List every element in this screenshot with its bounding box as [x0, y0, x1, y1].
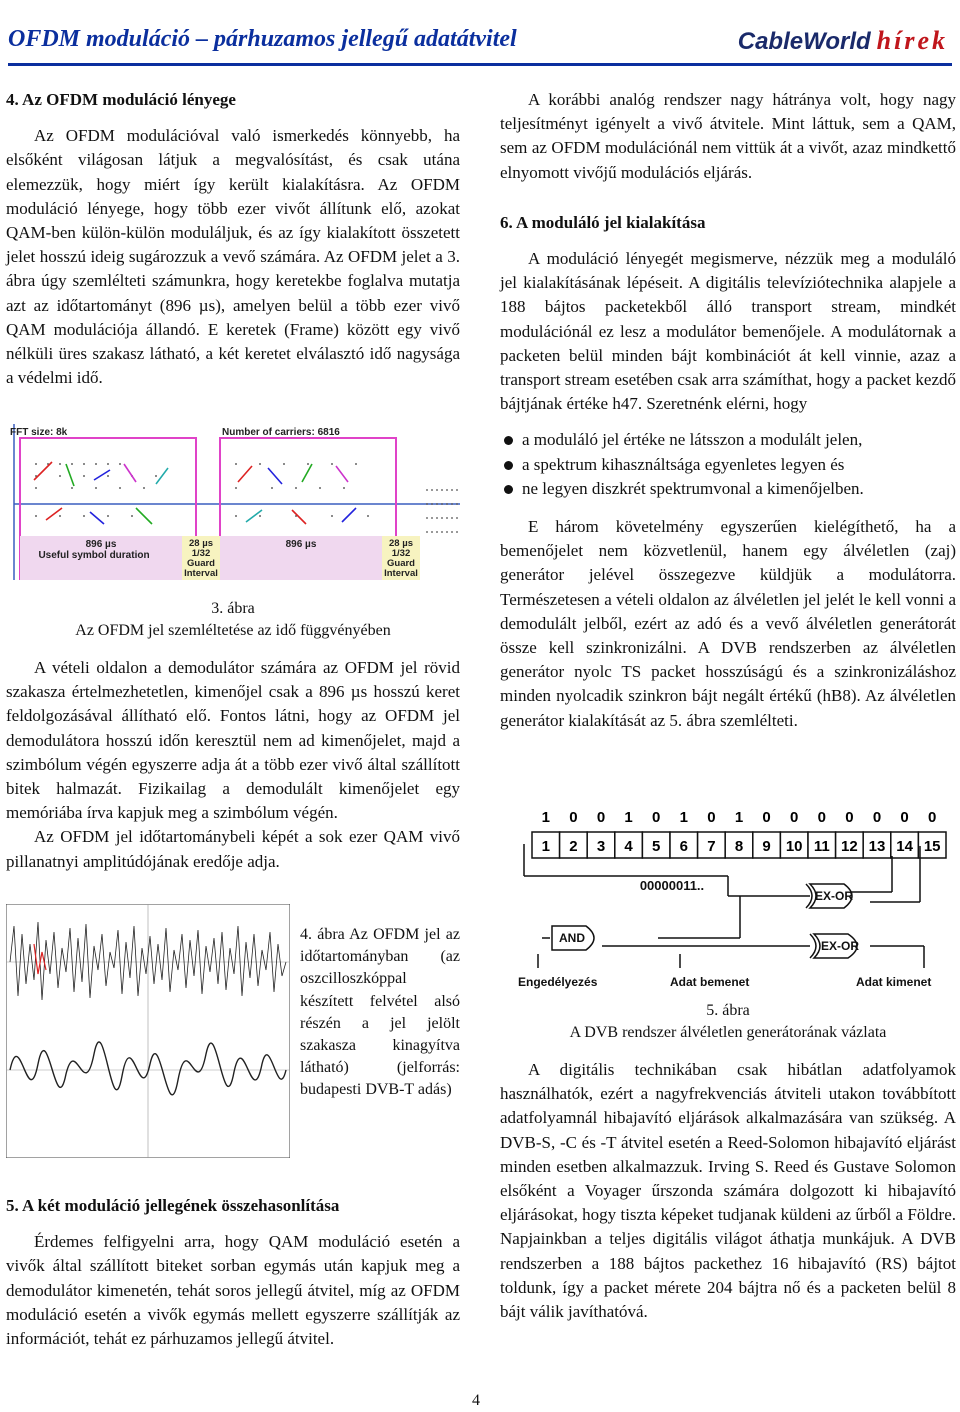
figure-5-caption: [500, 1000, 956, 1044]
left-column-top: [6, 88, 460, 390]
fig3-carriers-label: Number of carriers: 6816: [222, 427, 340, 438]
brand-logo: [738, 26, 948, 56]
section-4-paragraph-1: Az OFDM modulációval való ismerkedés könnyebb, ha elsőként világosan látjuk a megvalósítást, és csak utána elemezzük, hogy miért így került kialakításra. Az OFDM moduláció lényege, hogy több ezer vivőt állítunk elő, azokat QAM-ben külön-külön modulálјuk, és az így kialakított összetett jelet hosszú ideig sugározzuk a vevő számára. Az OFDM jelet a 3. ábra úgy szemlélteti számunkra, hogy keretekbe foglalva mutatja azt az időtartományt (896 µs), amelyen belül a több ezer vivő QAM modulációja állandó. E keretek (Frame) között egy vivő nélküli üres szakasz látható, a két keretet elválasztó idő nagysága a védelmi idő.: [6, 126, 460, 388]
fig5-register-cell-label: 4: [624, 838, 633, 855]
fig5-register-cell-label: 8: [734, 838, 744, 855]
fig5-xor-1-label: EX-OR: [814, 889, 854, 903]
fig5-data-out-label: Adat kimenet: [856, 975, 932, 989]
fig5-register-cell-label: 1: [541, 838, 550, 855]
fig5-sequence: 00000011..: [639, 878, 705, 893]
fig5-init-bit: 1: [734, 809, 744, 826]
fig5-init-bit: 0: [762, 809, 771, 826]
list-item: ne legyen diszkrét spektrumvonal a kimenőjelben.: [500, 477, 956, 501]
fig5-init-bit: 0: [569, 809, 578, 826]
right-column-top: [500, 88, 956, 733]
list-item: a moduláló jel értéke ne látsszon a modulált jelen,: [500, 428, 956, 452]
section-5-paragraph-1: Érdemes felfigyelni arra, hogy QAM moduláció esetén a vivők által szállított biteket sorban egymás után kapjuk meg a demodulátor kimenetén, tehát soros jellegű átvitel, míg az OFDM moduláció esetén a vivők egymás mellett egyszerre szállítják az információt, tehát ez párhuzamos jellegű átvitel.: [6, 1232, 460, 1349]
fig3-guard-label-2a: Guard: [387, 558, 415, 569]
fig5-init-bit: 0: [707, 809, 716, 826]
fig5-register-cell-label: 13: [868, 838, 886, 855]
section-6-paragraph-3: A digitális technikában csak hibátlan adatfolyamok használhatók, ezért a nagyfrekvenciás átviteli utakon továbbított adatfolyamnál hibajavító eljárások alkalmazására van szükség. A DVB-S, -C és -T átvitel esetén a Reed-Solomon hibajavító eljárást minden esetben alkalmazzuk. Irving S. Reed és Gustave Solomon elsőként a Voyager űrszonda számára dolgozott ki hibajavító eljárásokat, hogy tiszta képeket tudjanak küldeni az űrből a Földre. Napjainkban a teljes digitális világot áthatja munkájuk. A DVB rendszerben a 188 bájtos packethez 16 hibajavító (RS) bájtot toldunk, így a packet mérete 204 bájtra nő és a packeten belül 8 bájt válik javíthatóvá.: [500, 1060, 956, 1322]
figure-3-title: Az OFDM jel szemléltetése az idő függvényében: [75, 622, 391, 639]
figure-5-prbs-generator: [504, 806, 952, 992]
fig5-init-bit: 0: [817, 809, 826, 826]
fig3-useful-duration-label: Useful symbol duration: [38, 550, 150, 561]
figure-3-ofdm-frames: [6, 424, 460, 580]
section-6-heading: 6. A moduláló jel kialakítása: [500, 212, 706, 232]
right-intro-paragraph: A korábbi analóg rendszer nagy hátránya volt, hogy nagy teljesítményt igényelt a vivő átvitele. Mint láttuk, sem a QAM, sem az OFDM modulációnál nem vittük át a vivőt, azaz mindkettő elnyomott vivőjű modulációs eljárás.: [500, 90, 956, 182]
fig5-init-bits: [542, 809, 937, 826]
fig5-register-cell-label: 3: [596, 838, 606, 855]
section-5-heading: 5. A két moduláció jellegének összehasonlítása: [6, 1196, 340, 1215]
fig5-init-bit: 1: [679, 809, 688, 826]
fig5-data-in-label: Adat bemenet: [670, 975, 750, 989]
fig5-init-bit: 0: [900, 809, 909, 826]
brand-hirek: hírek: [876, 26, 948, 55]
fig5-init-bit: 1: [541, 809, 550, 826]
header-title: OFDM moduláció – párhuzamos jellegű adatátvitel: [8, 26, 517, 52]
fig5-shift-register: [532, 832, 946, 858]
fig5-register-cell-label: 12: [841, 838, 858, 855]
fig5-init-bit: 0: [928, 809, 937, 826]
list-item: a spektrum kihasználtsága egyenletes legyen és: [500, 453, 956, 477]
fig5-enable-label: Engedélyezés: [518, 975, 598, 989]
fig3-guard-ratio-1: 1/32: [191, 548, 211, 559]
fig5-xor-2-label: EX-OR: [820, 939, 860, 953]
section-4-heading: 4. Az OFDM moduláció lényege: [6, 90, 236, 109]
fig5-init-bit: 0: [845, 809, 854, 826]
fig5-init-bit: 1: [624, 809, 633, 826]
right-column-bottom: [500, 1058, 956, 1324]
fig3-guard-ratio-2: 1/32: [391, 548, 411, 559]
fig3-guard-label-1a: Guard: [187, 558, 215, 569]
fig5-init-bit: 0: [596, 809, 606, 826]
fig3-guard-us-2: 28 µs: [389, 538, 413, 549]
fig5-register-cell-label: 2: [569, 838, 578, 855]
figure-5-title: A DVB rendszer álvéletlen generátorának vázlata: [569, 1024, 887, 1041]
fig3-guard-label-1b: Interval: [184, 568, 218, 579]
section-4-paragraph-3: Az OFDM jel időtartománybeli képét a sok ezer QAM vivő pillanatnyi amplitúdójának eredője adja.: [6, 827, 460, 871]
fig5-init-bit: 0: [790, 809, 799, 826]
fig3-fft-label: FFT size: 8k: [10, 427, 68, 438]
fig3-guard-us-1: 28 µs: [189, 538, 213, 549]
fig5-init-bit: 0: [872, 809, 882, 826]
fig3-guard-label-2b: Interval: [384, 568, 418, 579]
figure-3-number: 3. ábra: [211, 600, 255, 617]
section-4-paragraph-2: A vételi oldalon a demodulátor számára az OFDM jel rövid szakasza értelmezhetetlen, kimenőjel csak a 896 µs hosszú keret feldolgozásával állítható elő. Fontos látni, hogy az OFDM jel demodulátora hosszú időn keresztül nem ad kimenőjelet, majd a szimbólum végén egyszerre adja át a több ezer vivő által szállított bitek halmazát. Fizikailag a demodulált kimenőjelet egy memóriába írva kapjuk meg a szimbólum végén.: [6, 658, 460, 823]
section-6-paragraph-1: A moduláció lényegét megismerve, nézzük meg a moduláló jel kialakításának lépéseit. A digitális televíziótechnika alapjele a 188 bájtos packetekből álló transport stream, mindkét modulációnál ez lesz a modulátor bemenőjele. A modulátornak a packeten belül minden bájt kombinációt át kell vinnie, azaz a transport stream esetében csak arra számíthat, hogy a packet kezdő bájtjának értéke h47. Szeretnénk elérni, hogy: [500, 249, 956, 414]
fig5-and-label: AND: [559, 931, 585, 945]
brand-name: CableWorld: [737, 28, 871, 55]
fig5-init-bit: 0: [652, 809, 661, 826]
page-number: 4: [472, 1392, 480, 1409]
left-column-bottom: [6, 1194, 460, 1351]
figure-4-caption: 4. ábra Az OFDM jel az időtartományban (az oszcilloszkóppal készített felvétel alsó részén a jel jelölt szakasza kinagyítva látható) (jelforrás: budapesti DVB-T adás): [300, 926, 460, 1099]
fig5-register-cell-label: 9: [762, 838, 771, 855]
fig5-register-cell-label: 10: [785, 838, 803, 855]
fig3-frame2-duration: 896 µs: [285, 539, 317, 550]
figure-5-number: 5. ábra: [706, 1002, 750, 1019]
figure-3-caption: [6, 598, 460, 642]
left-column-middle: [6, 656, 460, 874]
fig5-register-cell-label: 11: [813, 838, 830, 855]
header-rule: [8, 63, 952, 66]
fig5-register-cell-label: 14: [896, 838, 913, 855]
fig5-register-cell-label: 7: [707, 838, 716, 855]
figure-4-oscilloscope: [6, 904, 290, 1158]
fig5-register-cell-label: 15: [923, 838, 941, 855]
fig3-useful-duration-value: 896 µs: [85, 539, 117, 550]
fig5-register-cell-label: 5: [652, 838, 661, 855]
requirements-list: [500, 428, 956, 501]
fig5-register-cell-label: 6: [679, 838, 688, 855]
section-6-paragraph-2: E három követelmény egyszerűen kielégíthető, ha a bemenőjelet nem közvetlenül, hanem egy álvéletlen (zaj) generátor jelével összegezve küldjük a modulátorra. Természetesen a vételi oldalon az álvéletlen jel jelét le kell vonni a demodulált jelből, ezért az adó és a vevő álvéletlen generátorát össze kell szinkronizálni. A DVB rendszerben az álvéletlen generátor nyolc TS packet hosszúságú és a szinkronizáláshoz minden nyolcadik szinkron bájt negált értékű (hB8). Az álvéletlen generátor kialakítását az 5. ábra szemlélteti.: [500, 517, 956, 730]
